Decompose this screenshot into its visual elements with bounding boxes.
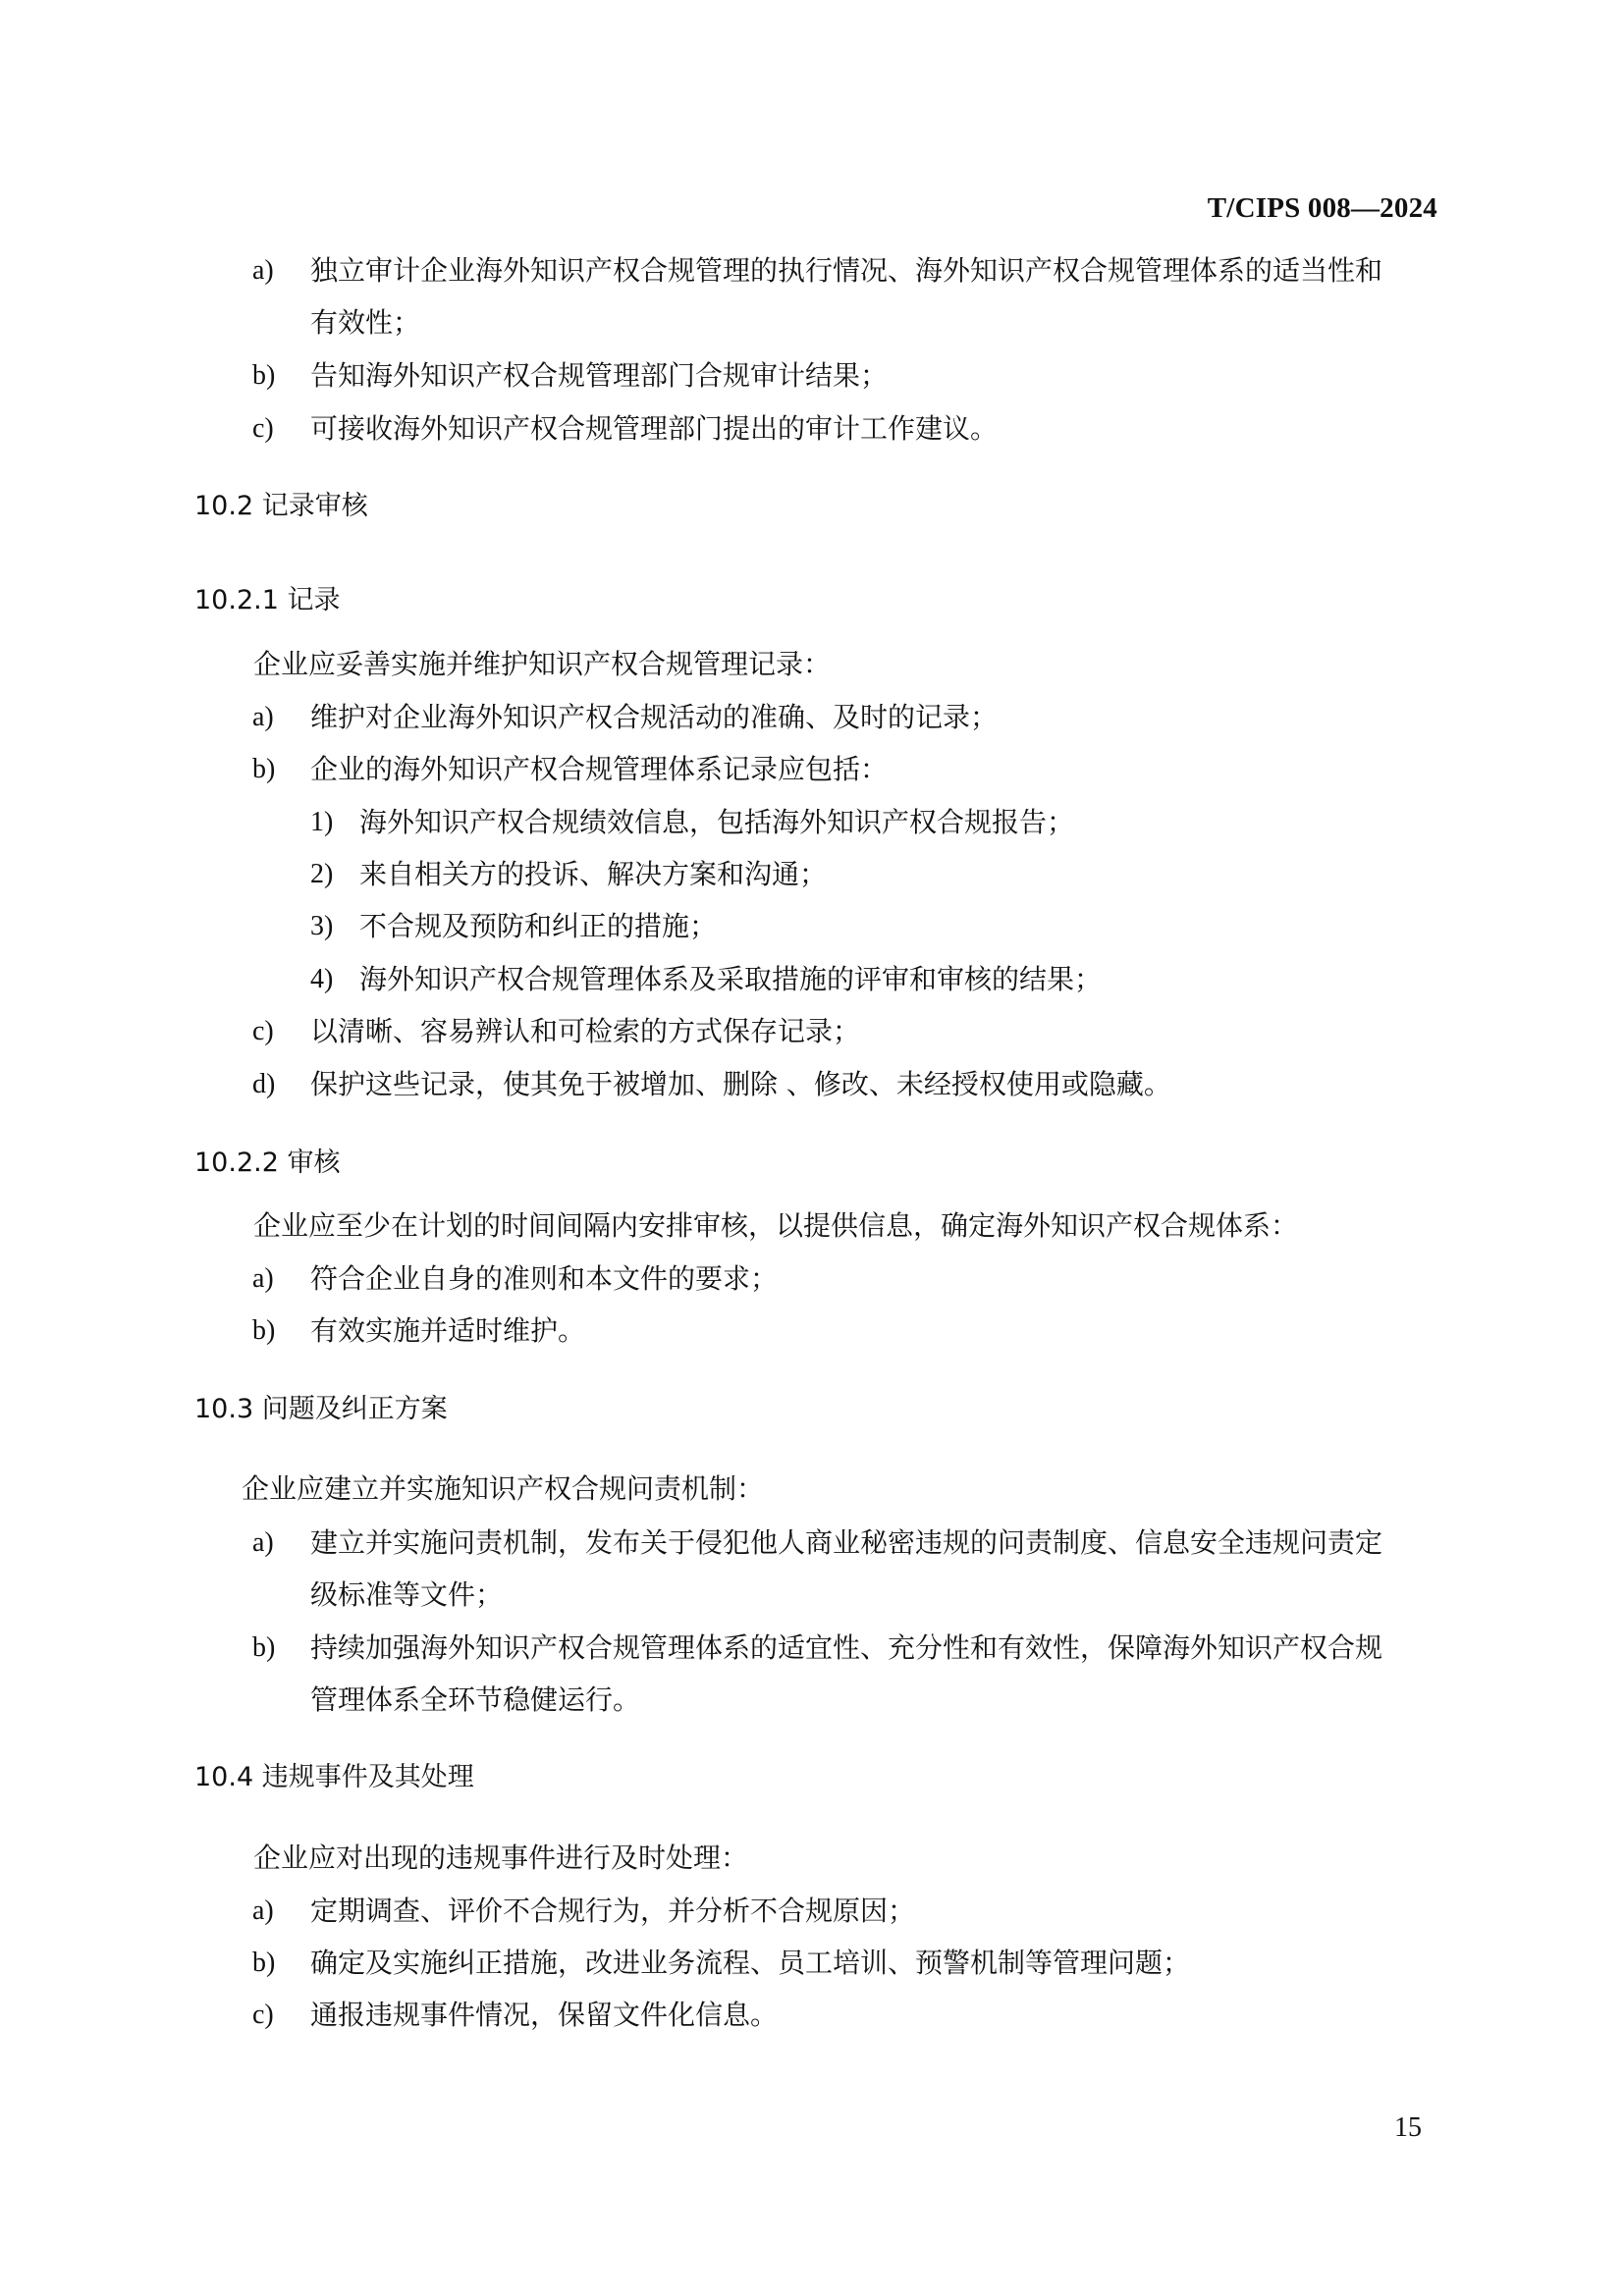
paragraph: 企业应至少在计划的时间间隔内安排审核，以提供信息，确定海外知识产权合规体系：	[253, 1209, 1299, 1242]
sublist-marker: 1)	[310, 807, 334, 837]
list-marker: a)	[252, 1896, 274, 1926]
sublist-item-text: 海外知识产权合规管理体系及采取措施的评审和审核的结果；	[359, 963, 1103, 995]
sublist-marker: 3)	[310, 911, 334, 941]
list-item-text-cont: 有效性；	[310, 306, 421, 339]
list-item-text: 符合企业自身的准则和本文件的要求；	[310, 1262, 779, 1295]
list-item-text-cont: 级标准等文件；	[310, 1578, 504, 1611]
section-heading-10-4: 10.4 违规事件及其处理	[194, 1762, 474, 1792]
list-item-text: 以清晰、容易辨认和可检索的方式保存记录；	[310, 1015, 861, 1047]
section-heading-10-2-1: 10.2.1 记录	[194, 585, 341, 615]
list-marker: a)	[252, 255, 274, 286]
section-heading-10-3: 10.3 问题及纠正方案	[194, 1394, 448, 1424]
list-marker: c)	[252, 413, 274, 444]
list-marker: c)	[252, 1016, 274, 1046]
list-marker: a)	[252, 1527, 274, 1558]
sublist-item-text: 来自相关方的投诉、解决方案和沟通；	[359, 858, 828, 890]
list-item-text: 企业的海外知识产权合规管理体系记录应包括：	[310, 753, 889, 785]
section-heading-10-2: 10.2 记录审核	[194, 491, 368, 521]
list-item-text: 通报违规事件情况，保留文件化信息。	[310, 1999, 779, 2031]
sublist-item-text: 不合规及预防和纠正的措施；	[359, 910, 718, 942]
page-number: 15	[1394, 2112, 1422, 2143]
list-item-text: 可接收海外知识产权合规管理部门提出的审计工作建议。	[310, 412, 999, 445]
list-marker: b)	[252, 1948, 276, 1978]
list-marker: d)	[252, 1069, 276, 1099]
section-heading-10-2-2: 10.2.2 审核	[194, 1148, 341, 1178]
list-marker: b)	[252, 360, 276, 391]
list-marker: a)	[252, 1263, 274, 1294]
sublist-marker: 2)	[310, 859, 334, 889]
list-marker: c)	[252, 2000, 274, 2030]
list-item-text: 告知海外知识产权合规管理部门合规审计结果；	[310, 359, 889, 392]
list-item-text: 维护对企业海外知识产权合规活动的准确、及时的记录；	[310, 701, 999, 733]
list-marker: b)	[252, 1632, 276, 1663]
list-item-text: 保护这些记录，使其免于被增加、删除 、修改、未经授权使用或隐藏。	[310, 1068, 1171, 1100]
sublist-marker: 4)	[310, 964, 334, 994]
list-item-text: 有效实施并适时维护。	[310, 1314, 586, 1347]
list-item-text: 定期调查、评价不合规行为，并分析不合规原因；	[310, 1895, 916, 1927]
list-item-text: 建立并实施问责机制，发布关于侵犯他人商业秘密违规的问责制度、信息安全违规问责定	[310, 1526, 1383, 1559]
paragraph: 企业应建立并实施知识产权合规问责机制：	[242, 1472, 765, 1505]
list-item-text: 持续加强海外知识产权合规管理体系的适宜性、充分性和有效性，保障海外知识产权合规	[310, 1631, 1383, 1664]
list-marker: b)	[252, 754, 276, 784]
list-item-text-cont: 管理体系全环节稳健运行。	[310, 1683, 641, 1716]
list-marker: a)	[252, 702, 274, 732]
list-marker: b)	[252, 1315, 276, 1346]
paragraph: 企业应妥善实施并维护知识产权合规管理记录：	[253, 648, 832, 680]
list-item-text: 确定及实施纠正措施，改进业务流程、员工培训、预警机制等管理问题；	[310, 1947, 1191, 1979]
list-item-text: 独立审计企业海外知识产权合规管理的执行情况、海外知识产权合规管理体系的适当性和	[310, 254, 1383, 287]
document-id-header: T/CIPS 008—2024	[1207, 192, 1437, 224]
sublist-item-text: 海外知识产权合规绩效信息，包括海外知识产权合规报告；	[359, 806, 1075, 838]
paragraph: 企业应对出现的违规事件进行及时处理：	[253, 1842, 749, 1874]
